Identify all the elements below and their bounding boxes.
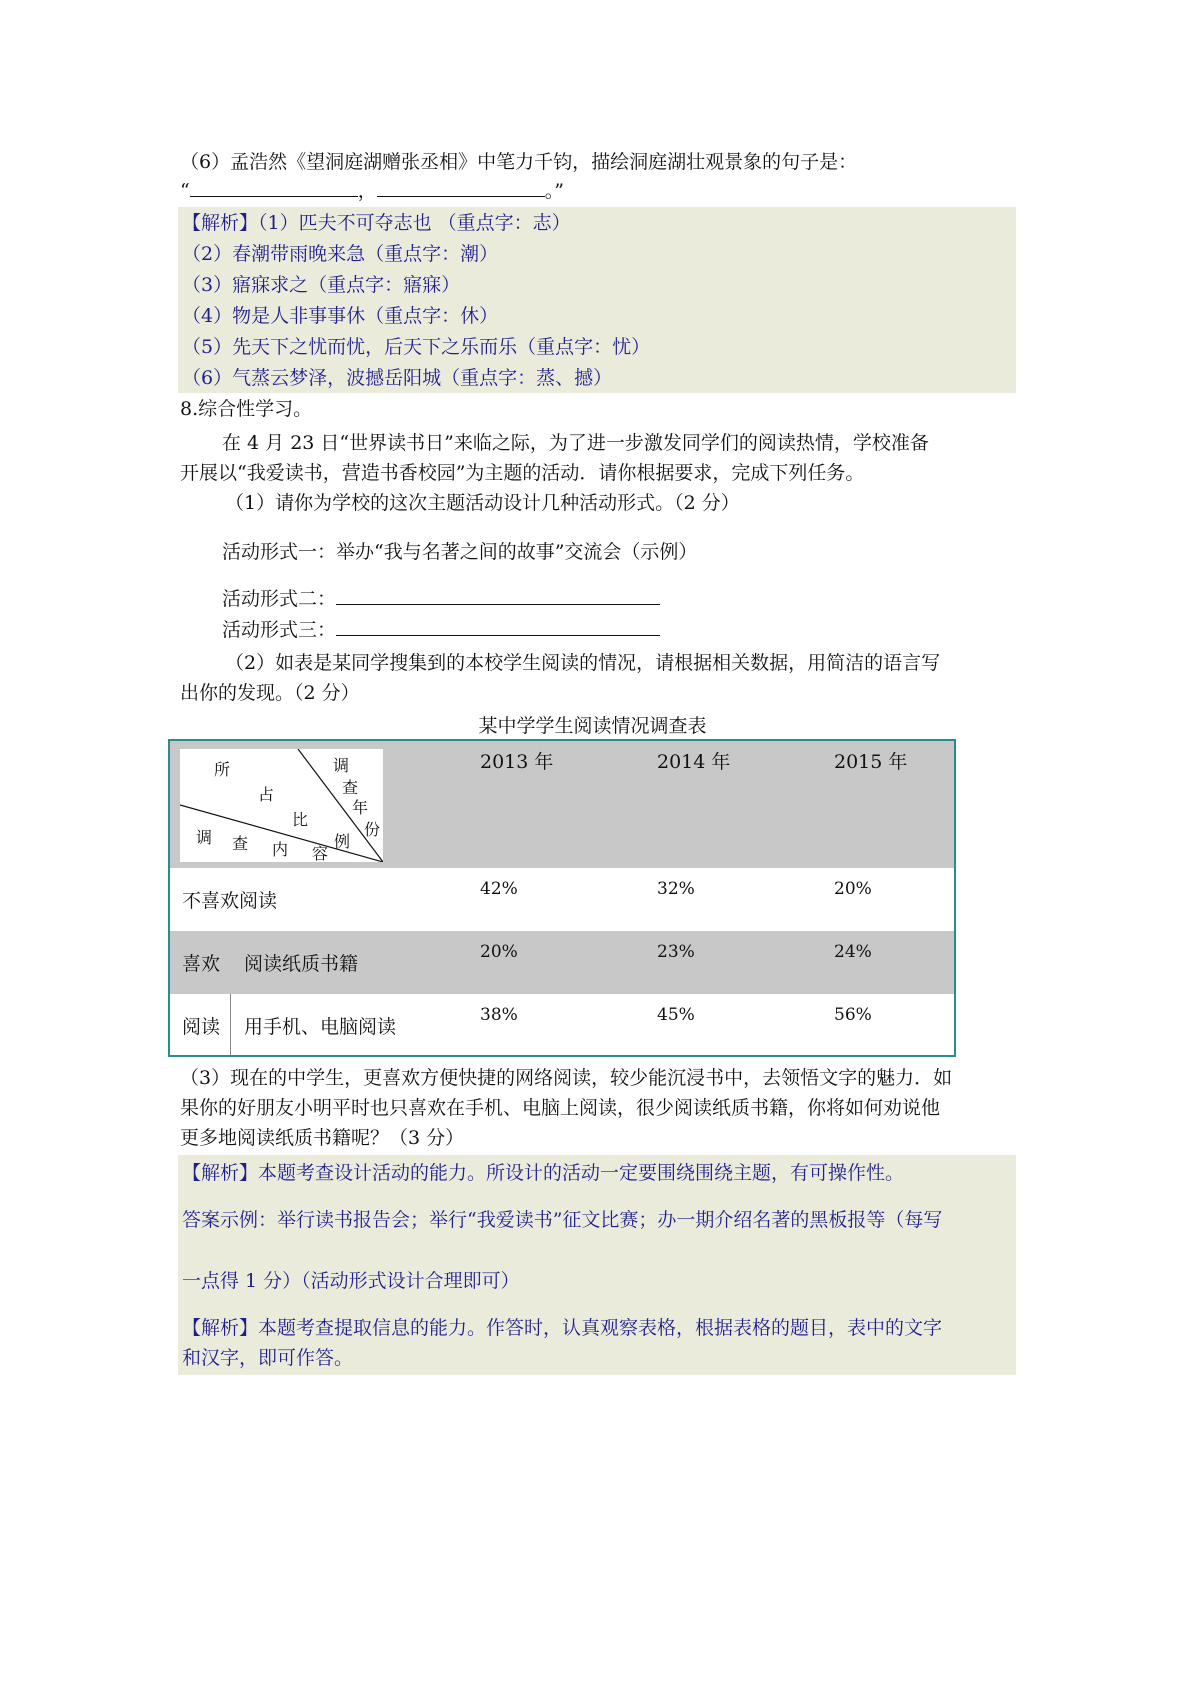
q6-blank-2 [377,178,545,197]
diag-char: 调 [333,756,350,775]
answer1-item: （5）先天下之忧而忧，后天下之乐而乐（重点字：忧） [182,336,651,358]
q6-comma: ， [357,180,377,202]
row-value: 32% [657,879,695,899]
table-row [170,931,954,994]
answer2-line: 答案示例：举行读书报告会；举行“我爱读书”征文比赛；办一期介绍名著的黑板报等（每写 [182,1209,943,1231]
q8-sub3-line-2: 果你的好朋友小明平时也只喜欢在手机、电脑上阅读，很少阅读纸质书籍，你将如何劝说他 [180,1097,941,1119]
q8-form-3 [222,617,660,643]
answer1-line-1 [182,210,571,236]
q8-sub2-line-2: 出你的发现。（2 分） [180,682,360,704]
year-header: 2014 年 [657,751,731,773]
answer1-item: （1）匹夫不可夺志也 （重点字：志） [258,212,571,234]
diag-char: 年 [352,798,369,817]
row-value: 24% [834,942,872,962]
diag-char: 查 [232,834,249,853]
q8-title: 8.综合性学习。 [180,398,313,420]
diag-char: 容 [312,844,329,863]
row-label: 不喜欢阅读 [182,890,278,912]
q8-intro-2: 开展以“我爱读书，营造书香校园”为主题的活动．请你根据要求，完成下列任务。 [180,462,865,484]
q6-open-quote: “ [180,180,190,202]
cell-divider [230,994,231,1055]
answer1-item: （2）春潮带雨晚来急（重点字：潮） [182,243,499,265]
row-value: 20% [480,942,518,962]
q8-form-2-label: 活动形式二： [222,588,337,610]
row-value: 42% [480,879,518,899]
answer1-item: （6）气蒸云梦泽，波撼岳阳城（重点字：蒸、撼） [182,367,613,389]
answer1-tag: 【解析】 [182,212,259,234]
q8-sub3-line-3: 更多地阅读纸质书籍呢？（3 分） [180,1127,465,1149]
q6-prompt: （6）孟浩然《望洞庭湖赠张丞相》中笔力千钧，描绘洞庭湖壮观景象的句子是： [180,151,858,173]
table-header-row [170,741,954,868]
answer2-line: 一点得 1 分）（活动形式设计合理即可） [182,1270,520,1292]
row-group-label: 喜欢 [182,953,221,975]
diag-char: 例 [334,832,351,851]
diagonal-header-cell [180,749,383,862]
answer2-line: 【解析】本题考查提取信息的能力。作答时，认真观察表格，根据表格的题目，表中的文字 [182,1317,943,1339]
survey-table [168,739,956,1057]
row-value: 20% [834,879,872,899]
year-header: 2013 年 [480,751,554,773]
q8-intro-1: 在 4 月 23 日“世界读书日”来临之际，为了进一步激发同学们的阅读热情，学校准备 [222,432,929,454]
q8-sub2-line-1: （2）如表是某同学搜集到的本校学生阅读的情况，请根据相关数据，用简洁的语言写 [225,652,941,674]
row-value: 56% [834,1005,872,1025]
q8-form-1: 活动形式一：举办“我与名著之间的故事”交流会（示例） [222,541,698,563]
answer1-item: （4）物是人非事事休（重点字：休） [182,305,499,327]
q8-form-2 [222,586,660,612]
row-label: 用手机、电脑阅读 [244,1016,397,1038]
q6-blanks [180,178,564,204]
q8-sub1: （1）请你为学校的这次主题活动设计几种活动形式。（2 分） [225,492,740,514]
q8-form-3-label: 活动形式三： [222,619,337,641]
q6-close: 。” [544,180,564,202]
diag-char: 占 [258,785,275,804]
diag-char: 份 [364,820,381,839]
answer2-line: 和汉字，即可作答。 [182,1347,354,1369]
q8-form-2-blank [336,586,660,605]
row-value: 23% [657,942,695,962]
q6-blank-1 [190,178,358,197]
row-value: 38% [480,1005,518,1025]
diag-char: 内 [272,840,289,859]
answer-box-2 [178,1155,1016,1375]
diag-char: 调 [196,828,213,847]
diag-char: 查 [342,778,359,797]
q8-sub3-line-1: （3）现在的中学生，更喜欢方便快捷的网络阅读，较少能沉浸书中，去领悟文字的魅力．如 [180,1067,953,1089]
table-row [170,994,954,1055]
diag-char: 所 [214,760,231,779]
table-caption: 某中学学生阅读情况调查表 [478,715,707,737]
q8-form-3-blank [336,617,660,636]
year-header: 2015 年 [834,751,908,773]
answer1-item: （3）寤寐求之（重点字：寤寐） [182,274,461,296]
diag-char: 比 [292,810,309,829]
row-label: 阅读纸质书籍 [244,953,359,975]
table-row [170,868,954,931]
row-group-label: 阅读 [182,1016,221,1038]
answer2-line: 【解析】本题考查设计活动的能力。所设计的活动一定要围绕围绕主题，有可操作性。 [182,1162,905,1184]
row-value: 45% [657,1005,695,1025]
